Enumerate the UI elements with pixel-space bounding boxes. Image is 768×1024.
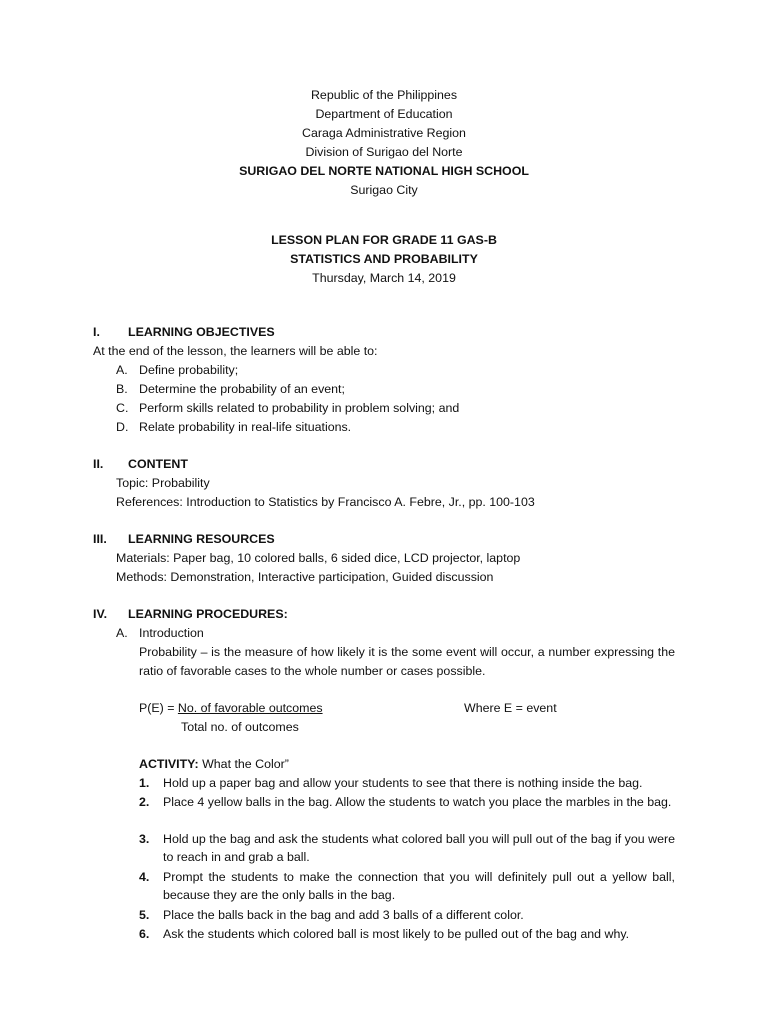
section-heading [93,323,275,341]
resources-materials: Materials: Paper bag, 10 colored balls, 6 sided dice, LCD projector, laptop [116,551,521,565]
step-text: Place the balls back in the bag and add 3 balls of a different color. [163,908,524,922]
header-line: Division of Surigao del Norte [305,145,463,159]
list-text: Define probability; [139,363,239,377]
step-text: Ask the students which colored ball is most likely to be pulled out of the bag and why. [163,927,630,941]
activity-step [139,774,642,792]
activity-heading [139,755,289,773]
section-title: LEARNING PROCEDURES: [128,607,288,621]
subject-title: STATISTICS AND PROBABILITY [290,252,478,266]
step-number: 5. [139,908,150,922]
section-intro: At the end of the lesson, the learners will be able to: [93,344,378,358]
header-line: Republic of the Philippines [310,88,458,102]
section-title: LEARNING OBJECTIVES [128,325,275,339]
step-text: Place 4 yellow balls in the bag. Allow the students to watch you place the marbles in the bag. [163,795,672,809]
school-name: SURIGAO DEL NORTE NATIONAL HIGH SCHOOL [239,164,529,178]
lesson-date: Thursday, March 14, 2019 [312,271,456,285]
step-number: 2. [139,795,150,809]
list-text: Relate probability in real-life situations. [139,420,352,434]
lesson-plan-title: LESSON PLAN FOR GRADE 11 GAS-B [271,233,497,247]
list-text: Perform skills related to probability in problem solving; and [139,401,460,415]
activity-title: What the Color” [198,757,289,771]
section-number: II. [93,457,104,471]
header-line: Caraga Administrative Region [302,126,466,140]
list-text: Determine the probability of an event; [139,382,345,396]
formula-denominator: Total no. of outcomes [181,720,299,734]
step-number: 4. [139,870,150,884]
activity-step [139,793,675,811]
list-letter: B. [116,382,128,396]
subsection-heading [116,624,204,642]
step-number: 6. [139,927,150,941]
list-letter: A. [116,363,128,377]
subsection-letter: A. [116,626,128,640]
activity-label: ACTIVITY: [139,757,199,771]
list-letter: D. [116,420,129,434]
section-heading [93,455,188,473]
subsection-title: Introduction [139,626,204,640]
section-heading [93,605,288,623]
list-letter: C. [116,401,129,415]
header-line: Department of Education [315,107,453,121]
probability-definition: Probability – is the measure of how likely it is the some event will occur, a number expressing the ratio of favorable cases to the whole number or cases possible. [139,645,675,678]
activity-step [139,868,675,904]
section-number: III. [93,532,107,546]
content-references: References: Introduction to Statistics by Francisco A. Febre, Jr., pp. 100-103 [116,495,535,509]
step-number: 1. [139,776,150,790]
content-topic: Topic: Probability [116,476,210,490]
list-item [116,361,238,379]
step-number: 3. [139,832,150,846]
formula-where: Where E = event [464,701,557,715]
activity-step [139,925,629,943]
activity-step [139,830,675,866]
list-item [116,399,459,417]
list-item [116,380,345,398]
step-text: Prompt the students to make the connection that you will definitely pull out a yellow ball, because they are the only balls in the bag. [163,870,675,902]
list-item [116,418,351,436]
step-text: Hold up the bag and ask the students what colored ball you will pull out of the bag if you were to reach in and grab a ball. [163,832,675,864]
header-line: Surigao City [350,183,418,197]
section-number: I. [93,325,100,339]
section-title: LEARNING RESOURCES [128,532,275,546]
resources-methods: Methods: Demonstration, Interactive participation, Guided discussion [116,570,494,584]
step-text: Hold up a paper bag and allow your students to see that there is nothing inside the bag. [163,776,643,790]
section-heading [93,530,275,548]
formula-lhs: P(E) = [139,701,178,715]
activity-step [139,906,524,924]
formula-numerator-line [139,699,323,717]
formula-numerator: No. of favorable outcomes [177,701,323,715]
section-title: CONTENT [128,457,188,471]
section-number: IV. [93,607,108,621]
